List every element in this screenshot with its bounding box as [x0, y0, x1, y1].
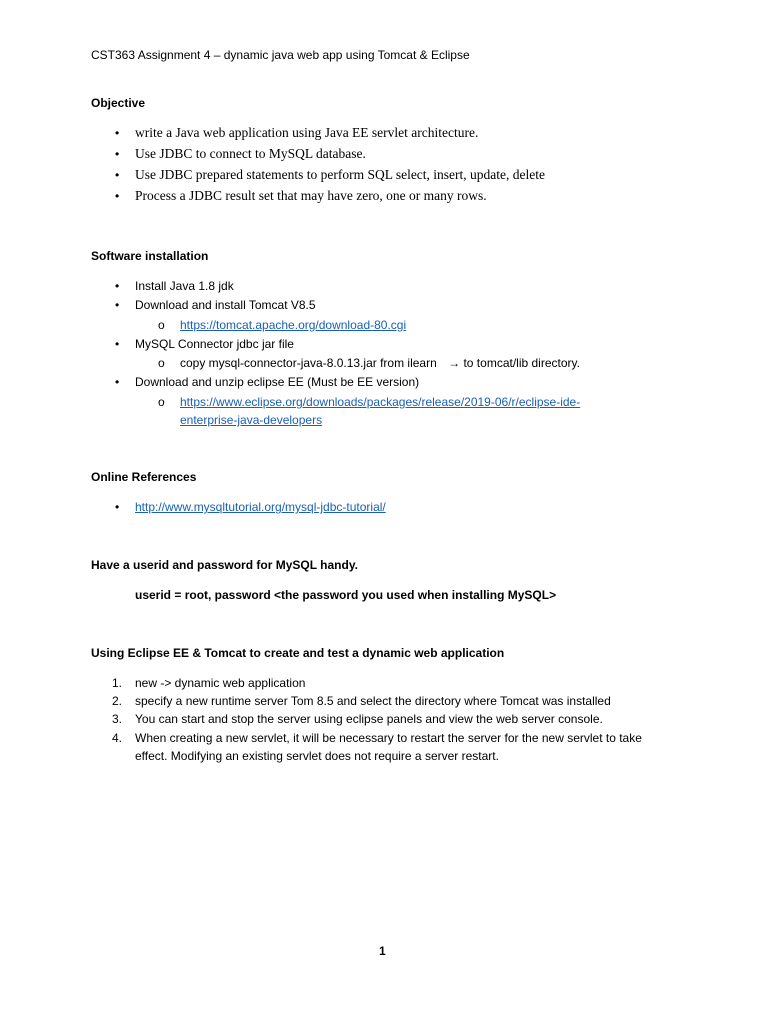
bullet-icon: • [115, 337, 120, 351]
document-title: CST363 Assignment 4 – dynamic java web app using Tomcat & Eclipse [91, 48, 470, 62]
objective-item: Process a JDBC result set that may have zero, one or many rows. [135, 188, 487, 203]
bullet-icon: • [115, 375, 120, 389]
objective-item: Use JDBC to connect to MySQL database. [135, 146, 366, 161]
software-heading: Software installation [91, 249, 209, 263]
credentials-text: userid = root, password <the password you used when installing MySQL> [135, 588, 557, 602]
list-number: 4. [112, 731, 123, 745]
list-number: 2. [112, 694, 123, 708]
software-item-java: Install Java 1.8 jdk [135, 279, 234, 293]
eclipse-heading: Using Eclipse EE & Tomcat to create and test a dynamic web application [91, 646, 505, 660]
software-item-eclipse: Download and unzip eclipse EE (Must be EE version) [135, 375, 420, 389]
eclipse-step: When creating a new servlet, it will be necessary to restart the server for the new servlet to take [135, 731, 642, 745]
eclipse-step: specify a new runtime server Tom 8.5 and select the directory where Tomcat was installed [135, 694, 611, 708]
bullet-icon: • [115, 500, 120, 514]
page-number: 1 [379, 944, 386, 958]
list-number: 1. [112, 676, 123, 690]
bullet-icon: • [115, 279, 120, 293]
eclipse-step-cont: effect. Modifying an existing servlet does not require a server restart. [135, 749, 499, 763]
objective-heading: Objective [91, 96, 146, 110]
eclipse-download-link-cont[interactable]: enterprise-java-developers [180, 413, 323, 427]
arrow-right-icon: → [448, 356, 461, 370]
sub-bullet-icon: o [158, 318, 165, 332]
bullet-icon: • [115, 189, 120, 203]
software-item-tomcat: Download and install Tomcat V8.5 [135, 298, 316, 312]
connector-copy-part2: to tomcat/lib directory. [463, 356, 580, 370]
eclipse-download-link[interactable]: https://www.eclipse.org/downloads/packages/release/2019-06/r/eclipse-ide- [180, 395, 581, 409]
mysqltutorial-link[interactable]: http://www.mysqltutorial.org/mysql-jdbc-tutorial/ [135, 500, 386, 514]
eclipse-step: You can start and stop the server using eclipse panels and view the web server console. [135, 712, 603, 726]
sub-bullet-icon: o [158, 395, 165, 409]
sub-bullet-icon: o [158, 356, 165, 370]
bullet-icon: • [115, 298, 120, 312]
eclipse-step: new -> dynamic web application [135, 676, 306, 690]
connector-copy-text [180, 356, 580, 370]
objective-item: Use JDBC prepared statements to perform SQL select, insert, update, delete [135, 167, 546, 182]
bullet-icon: • [115, 147, 120, 161]
tomcat-download-link[interactable]: https://tomcat.apache.org/download-80.cgi [180, 318, 407, 332]
bullet-icon: • [115, 168, 120, 182]
bullet-icon: • [115, 126, 120, 140]
software-item-connector: MySQL Connector jdbc jar file [135, 337, 294, 351]
list-number: 3. [112, 712, 123, 726]
credentials-heading: Have a userid and password for MySQL handy. [91, 558, 358, 572]
connector-copy-part1: copy mysql-connector-java-8.0.13.jar from ilearn [180, 356, 437, 370]
references-heading: Online References [91, 470, 197, 484]
objective-item: write a Java web application using Java EE servlet architecture. [135, 125, 479, 140]
